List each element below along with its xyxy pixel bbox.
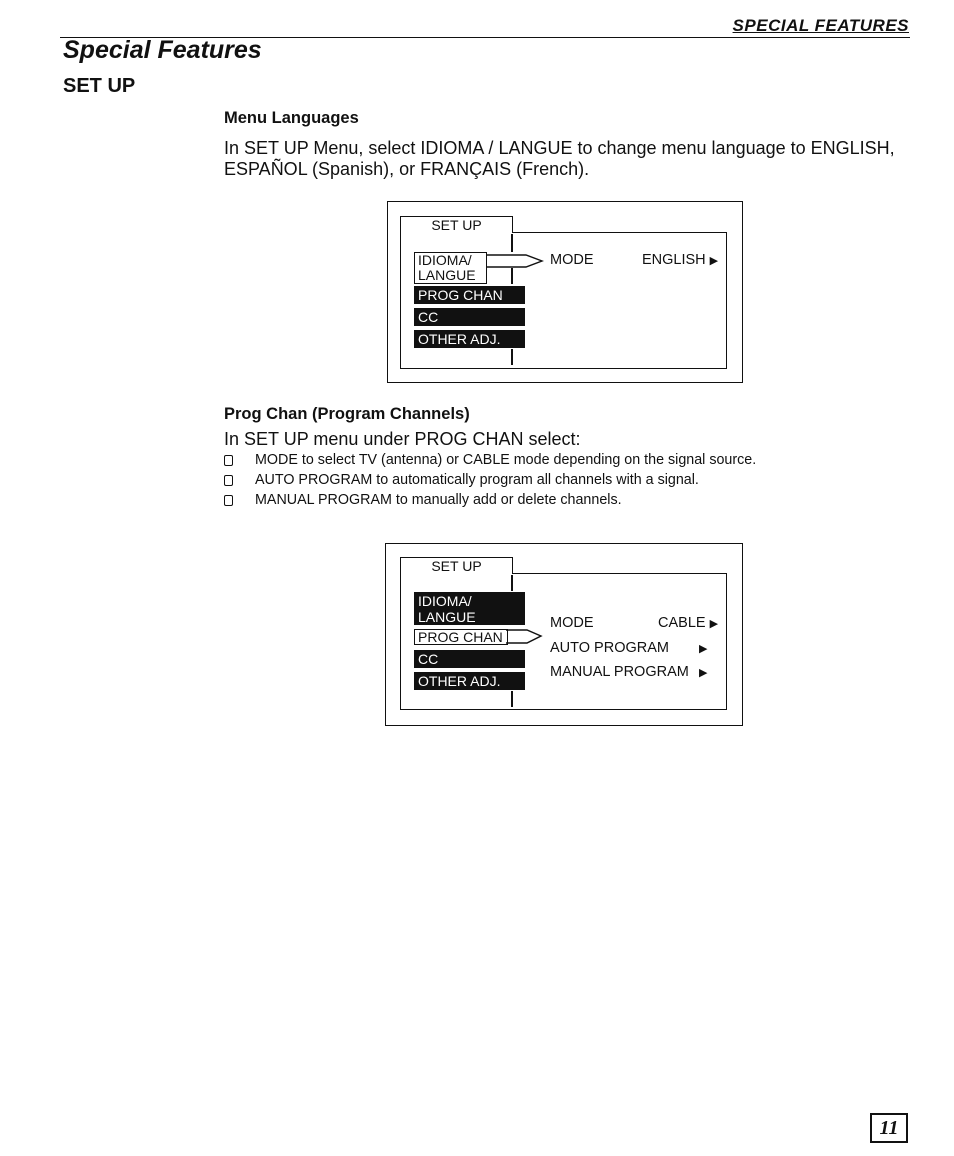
prog-chan-bullet-list	[224, 450, 756, 510]
option-manual-program-label: MANUAL PROGRAM	[550, 664, 689, 680]
menu-item-line: LANGUE	[418, 267, 476, 283]
option-mode-value: ENGLISH ▶	[642, 252, 719, 268]
prog-chan-heading: Prog Chan (Program Channels)	[224, 405, 470, 423]
option-mode-label: MODE	[550, 252, 594, 268]
menu-item-idioma-langue	[414, 592, 525, 625]
menu-item-line: IDIOMA/	[418, 252, 472, 268]
menu-item-prog-chan: PROG CHAN	[414, 286, 525, 304]
setup-tab: SET UP	[400, 557, 513, 574]
connector-line	[511, 349, 513, 365]
right-triangle-icon: ▶	[699, 643, 708, 655]
connector-line	[511, 691, 513, 707]
setup-tab: SET UP	[400, 216, 513, 233]
option-auto-program-label: AUTO PROGRAM	[550, 640, 669, 656]
list-item: AUTO PROGRAM to automatically program all channels with a signal.	[224, 470, 756, 490]
menu-item-cc: CC	[414, 308, 525, 326]
menu-item-line: LANGUE	[418, 609, 476, 625]
menu-languages-heading: Menu Languages	[224, 109, 359, 127]
right-triangle-icon: ▶	[709, 618, 719, 630]
selection-pointer-icon	[486, 250, 546, 280]
menu-languages-body: In SET UP Menu, select IDIOMA / LANGUE to change menu language to ENGLISH, ESPAÑOL (Spanish), or FRANÇAIS (French).	[224, 138, 895, 179]
menu-item-other-adj: OTHER ADJ.	[414, 672, 525, 690]
box-bullet-icon	[224, 495, 233, 506]
option-mode-label: MODE	[550, 615, 594, 631]
page-number: 11	[870, 1113, 908, 1143]
selection-pointer-icon	[505, 624, 545, 650]
running-head: SPECIAL FEATURES	[732, 16, 909, 35]
connector-line	[511, 268, 513, 284]
menu-item-idioma-langue-selected	[414, 252, 487, 284]
box-bullet-icon	[224, 475, 233, 486]
box-bullet-icon	[224, 455, 233, 466]
right-triangle-icon: ▶	[699, 667, 708, 679]
right-triangle-icon: ▶	[709, 255, 719, 267]
section-title: SET UP	[63, 75, 136, 97]
menu-item-prog-chan-selected: PROG CHAN	[414, 629, 508, 645]
menu-item-other-adj: OTHER ADJ.	[414, 330, 525, 348]
list-item: MODE to select TV (antenna) or CABLE mode depending on the signal source.	[224, 450, 756, 470]
connector-line	[511, 575, 513, 591]
prog-chan-intro: In SET UP menu under PROG CHAN select:	[224, 429, 581, 449]
menu-item-cc: CC	[414, 650, 525, 668]
option-mode-value: CABLE ▶	[658, 615, 719, 631]
page-title: Special Features	[63, 36, 262, 64]
menu-item-line: IDIOMA/	[418, 593, 472, 609]
list-item: MANUAL PROGRAM to manually add or delete channels.	[224, 490, 756, 510]
